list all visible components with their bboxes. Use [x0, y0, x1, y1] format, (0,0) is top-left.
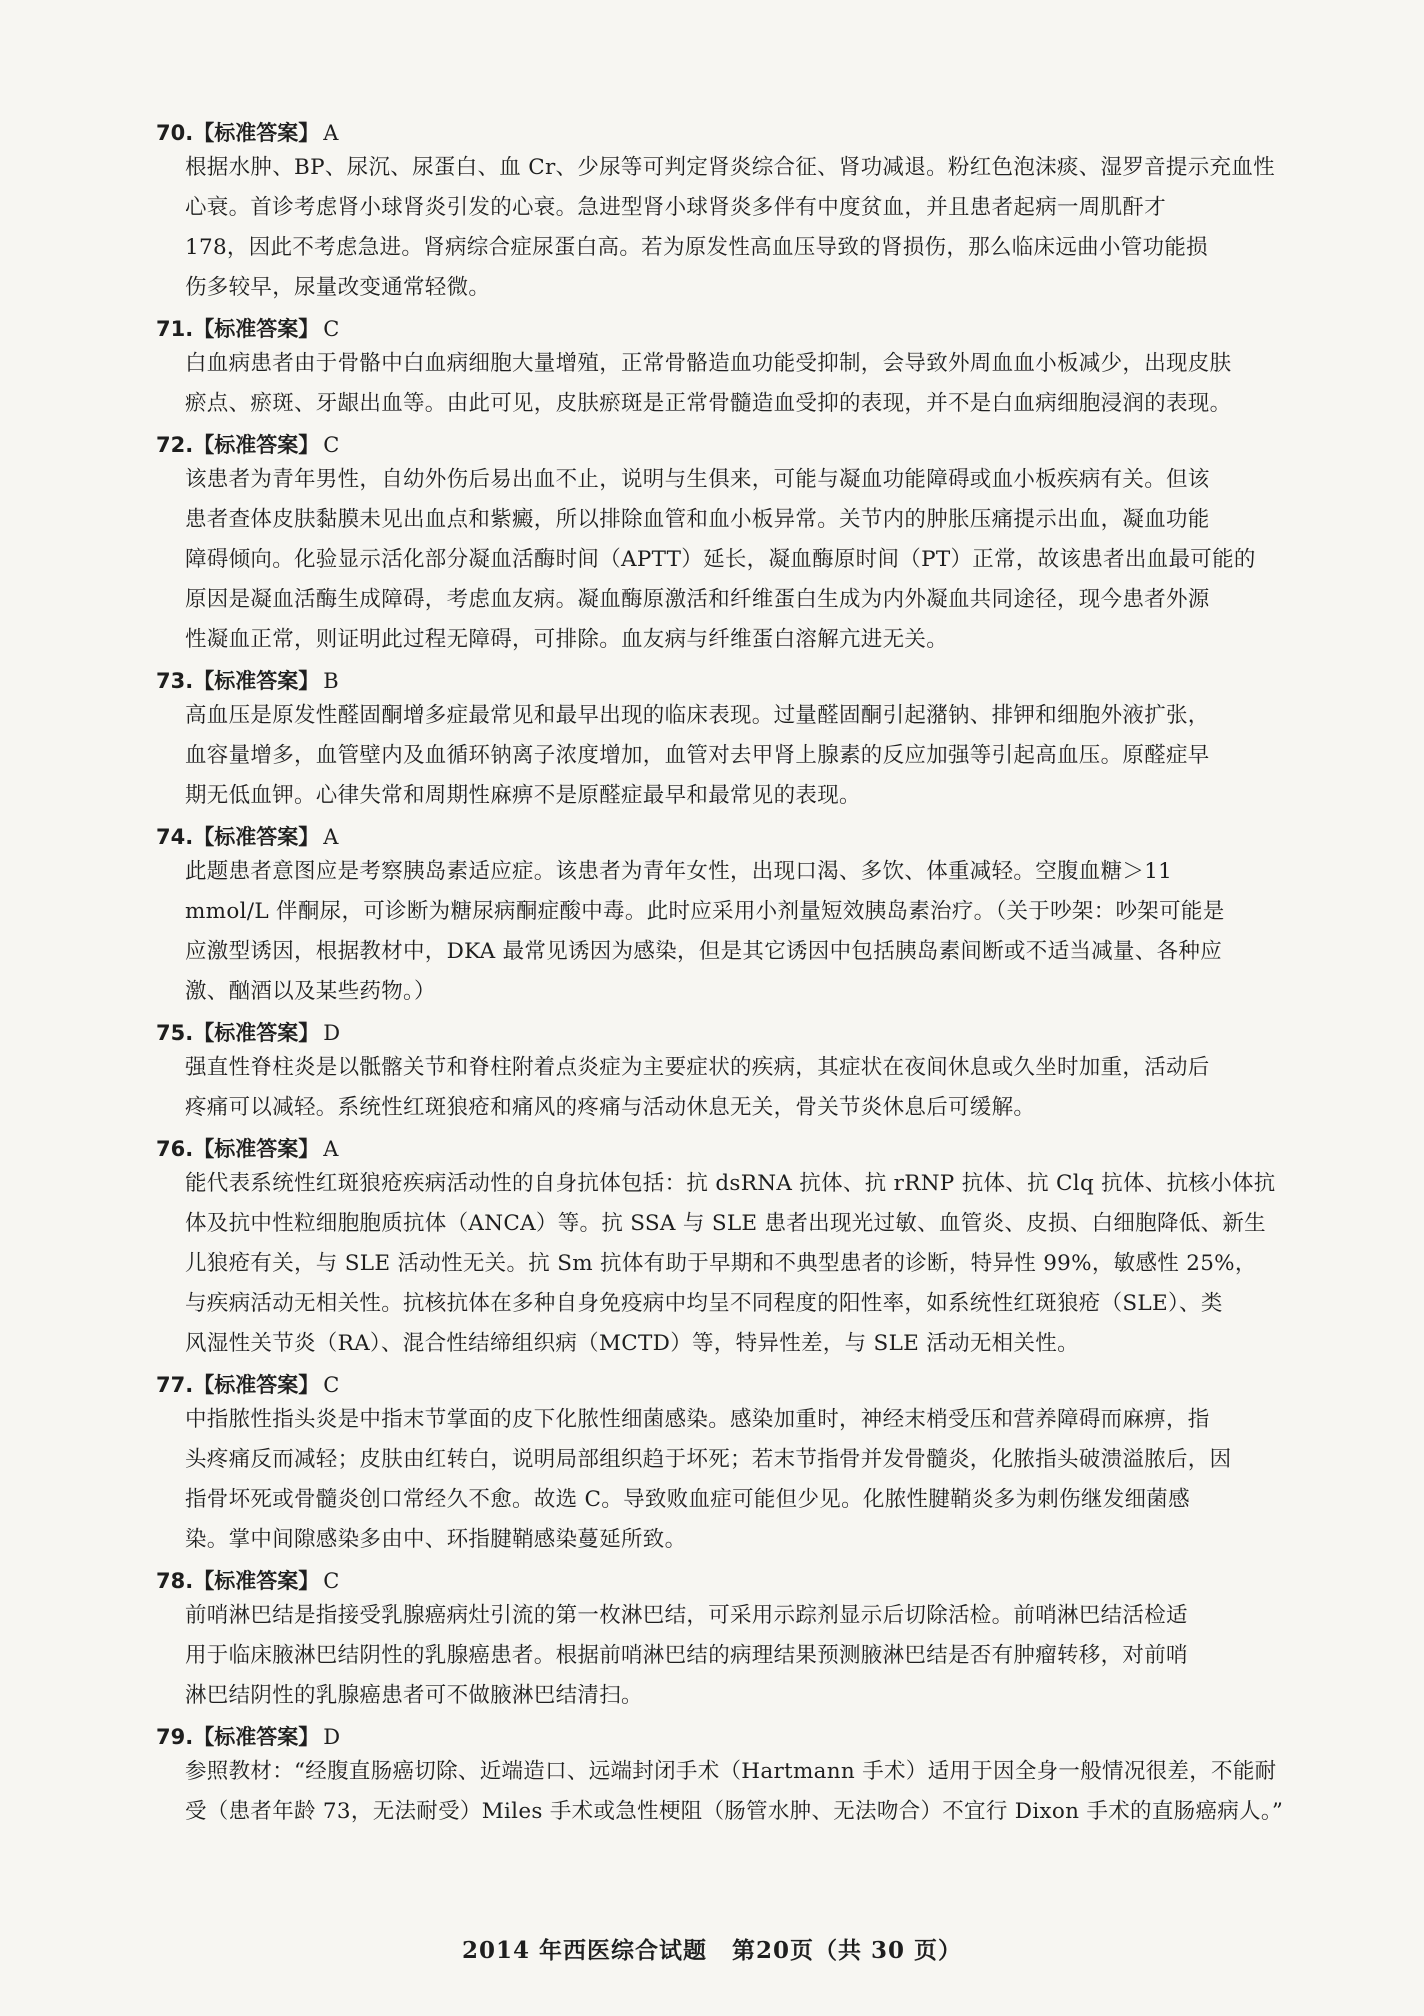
answer-heading	[156, 822, 1356, 852]
explanation-line: 高血压是原发性醛固酮增多症最常见和最早出现的临床表现。过量醛固酮引起潴钠、排钾和细胞外液扩张，	[185, 703, 1210, 728]
answer-block	[156, 1566, 1356, 1716]
explanation-line: 应激型诱因，根据教材中，DKA 最常见诱因为感染，但是其它诱因中包括胰岛素间断或不适当减量、各种应	[185, 939, 1222, 964]
question-number: 71.	[156, 317, 194, 341]
explanation-line: 该患者为青年男性，自幼外伤后易出血不止，说明与生俱来，可能与凝血功能障碍或血小板疾病有关。但该	[185, 467, 1210, 492]
explanation-line: 178，因此不考虑急进。肾病综合症尿蛋白高。若为原发性高血压导致的肾损伤，那么临床远曲小管功能损	[185, 235, 1208, 260]
explanation-line: 头疼痛反而减轻；皮肤由红转白，说明局部组织趋于坏死；若末节指骨并发骨髓炎，化脓指头破溃溢脓后，因	[185, 1447, 1232, 1472]
question-number: 79.	[156, 1725, 194, 1749]
footer-title: 2014 年西医综合试题	[461, 1937, 707, 1964]
answer-block	[156, 1722, 1356, 1832]
explanation-line: 原因是凝血活酶生成障碍，考虑血友病。凝血酶原激活和纤维蛋白生成为内外凝血共同途径，现今患者外源	[185, 587, 1210, 612]
explanation-line: 儿狼疮有关，与 SLE 活动性无关。抗 Sm 抗体有助于早期和不典型患者的诊断，特异性 99%，敏感性 25%，	[185, 1251, 1257, 1276]
answer-option: C	[323, 1569, 340, 1593]
answer-heading	[156, 1566, 1356, 1596]
answer-option: B	[323, 669, 339, 693]
standard-answer-label: 【标准答案】	[193, 121, 320, 145]
explanation-line: 伤多较早，尿量改变通常轻微。	[185, 275, 491, 300]
answer-option: A	[323, 121, 339, 145]
explanation-line: mmol/L 伴酮尿，可诊断为糖尿病酮症酸中毒。此时应采用小剂量短效胰岛素治疗。（关于吵架：吵架可能是	[185, 899, 1225, 924]
answer-option: D	[323, 1021, 341, 1045]
standard-answer-label: 【标准答案】	[193, 317, 320, 341]
answer-block	[156, 1134, 1356, 1364]
answer-heading	[156, 1018, 1356, 1048]
answer-block	[156, 822, 1356, 1012]
explanation-line: 前哨淋巴结是指接受乳腺癌病灶引流的第一枚淋巴结，可采用示踪剂显示后切除活检。前哨淋巴结活检适	[185, 1603, 1188, 1628]
answer-option: A	[323, 1137, 339, 1161]
question-number: 74.	[156, 825, 194, 849]
explanation-line: 能代表系统性红斑狼疮疾病活动性的自身抗体包括：抗 dsRNA 抗体、抗 rRNP 抗体、抗 Clq 抗体、抗核小体抗	[185, 1171, 1276, 1196]
standard-answer-label: 【标准答案】	[193, 1725, 320, 1749]
standard-answer-label: 【标准答案】	[193, 669, 320, 693]
question-number: 77.	[156, 1373, 194, 1397]
explanation-line: 指骨坏死或骨髓炎创口常经久不愈。故选 C。导致败血症可能但少见。化脓性腱鞘炎多为刺伤继发细菌感	[185, 1487, 1190, 1512]
explanation-line: 中指脓性指头炎是中指末节掌面的皮下化脓性细菌感染。感染加重时，神经末梢受压和营养障碍而麻痹，指	[185, 1407, 1210, 1432]
explanation-line: 心衰。首诊考虑肾小球肾炎引发的心衰。急进型肾小球肾炎多伴有中度贫血，并且患者起病一周肌酐才	[185, 195, 1167, 220]
answer-list	[156, 118, 1356, 1838]
answer-block	[156, 118, 1356, 308]
explanation-line: 疼痛可以减轻。系统性红斑狼疮和痛风的疼痛与活动休息无关，骨关节炎休息后可缓解。	[185, 1095, 1036, 1120]
standard-answer-label: 【标准答案】	[193, 825, 320, 849]
question-number: 78.	[156, 1569, 194, 1593]
explanation-line: 受（患者年龄 73，无法耐受）Miles 手术或急性梗阻（肠管水肿、无法吻合）不宜行 Dixon 手术的直肠癌病人。”	[185, 1799, 1284, 1824]
explanation-line: 染。掌中间隙感染多由中、环指腱鞘感染蔓延所致。	[185, 1527, 687, 1552]
answer-block	[156, 666, 1356, 816]
explanation-line: 强直性脊柱炎是以骶髂关节和脊柱附着点炎症为主要症状的疾病，其症状在夜间休息或久坐时加重，活动后	[185, 1055, 1210, 1080]
answer-heading	[156, 1722, 1356, 1752]
answer-option: C	[323, 433, 340, 457]
answer-heading	[156, 430, 1356, 460]
explanation-line: 淋巴结阴性的乳腺癌患者可不做腋淋巴结清扫。	[185, 1683, 643, 1708]
question-number: 72.	[156, 433, 194, 457]
question-number: 75.	[156, 1021, 194, 1045]
explanation-line: 期无低血钾。心律失常和周期性麻痹不是原醛症最早和最常见的表现。	[185, 783, 861, 808]
answer-heading	[156, 666, 1356, 696]
standard-answer-label: 【标准答案】	[193, 1137, 320, 1161]
explanation-line: 性凝血正常，则证明此过程无障碍，可排除。血友病与纤维蛋白溶解亢进无关。	[185, 627, 949, 652]
explanation-line: 用于临床腋淋巴结阴性的乳腺癌患者。根据前哨淋巴结的病理结果预测腋淋巴结是否有肿瘤转移，对前哨	[185, 1643, 1188, 1668]
page-footer	[0, 1932, 1424, 1965]
answer-option: D	[323, 1725, 341, 1749]
answer-block	[156, 1018, 1356, 1128]
answer-heading	[156, 314, 1356, 344]
standard-answer-label: 【标准答案】	[193, 1373, 320, 1397]
explanation-line: 血容量增多，血管壁内及血循环钠离子浓度增加，血管对去甲肾上腺素的反应加强等引起高血压。原醛症早	[185, 743, 1210, 768]
explanation-line: 白血病患者由于骨骼中白血病细胞大量增殖，正常骨骼造血功能受抑制，会导致外周血血小板减少，出现皮肤	[185, 351, 1232, 376]
explanation-line: 此题患者意图应是考察胰岛素适应症。该患者为青年女性，出现口渴、多饮、体重减轻。空腹血糖＞11	[185, 859, 1173, 884]
answer-option: C	[323, 317, 340, 341]
explanation-line: 患者查体皮肤黏膜未见出血点和紫癜，所以排除血管和血小板异常。关节内的肿胀压痛提示出血，凝血功能	[185, 507, 1210, 532]
explanation-line: 激、酗酒以及某些药物。）	[185, 979, 436, 1004]
explanation-line: 瘀点、瘀斑、牙龈出血等。由此可见，皮肤瘀斑是正常骨髓造血受抑的表现，并不是白血病细胞浸润的表现。	[185, 391, 1232, 416]
answer-heading	[156, 118, 1356, 148]
answer-option: C	[323, 1373, 340, 1397]
standard-answer-label: 【标准答案】	[193, 433, 320, 457]
explanation-line: 参照教材：“经腹直肠癌切除、近端造口、远端封闭手术（Hartmann 手术）适用于因全身一般情况很差，不能耐	[185, 1759, 1277, 1784]
explanation-line: 风湿性关节炎（RA）、混合性结缔组织病（MCTD）等，特异性差，与 SLE 活动无相关性。	[185, 1331, 1079, 1356]
answer-block	[156, 430, 1356, 660]
explanation-line: 障碍倾向。化验显示活化部分凝血活酶时间（APTT）延长，凝血酶原时间（PT）正常，故该患者出血最可能的	[185, 547, 1256, 572]
standard-answer-label: 【标准答案】	[193, 1569, 320, 1593]
explanation-line: 体及抗中性粒细胞胞质抗体（ANCA）等。抗 SSA 与 SLE 患者出现光过敏、血管炎、皮损、白细胞降低、新生	[185, 1211, 1266, 1236]
answer-heading	[156, 1370, 1356, 1400]
question-number: 76.	[156, 1137, 194, 1161]
question-number: 73.	[156, 669, 194, 693]
explanation-line: 根据水肿、BP、尿沉、尿蛋白、血 Cr、少尿等可判定肾炎综合征、肾功减退。粉红色泡沫痰、湿罗音提示充血性	[185, 155, 1275, 180]
explanation-line: 与疾病活动无相关性。抗核抗体在多种自身免疫病中均呈不同程度的阳性率，如系统性红斑狼疮（SLE）、类	[185, 1291, 1223, 1316]
footer-page-number: 第20页（共 30 页）	[732, 1937, 963, 1964]
answer-block	[156, 314, 1356, 424]
standard-answer-label: 【标准答案】	[193, 1021, 320, 1045]
answer-block	[156, 1370, 1356, 1560]
question-number: 70.	[156, 121, 194, 145]
answer-heading	[156, 1134, 1356, 1164]
answer-option: A	[323, 825, 339, 849]
